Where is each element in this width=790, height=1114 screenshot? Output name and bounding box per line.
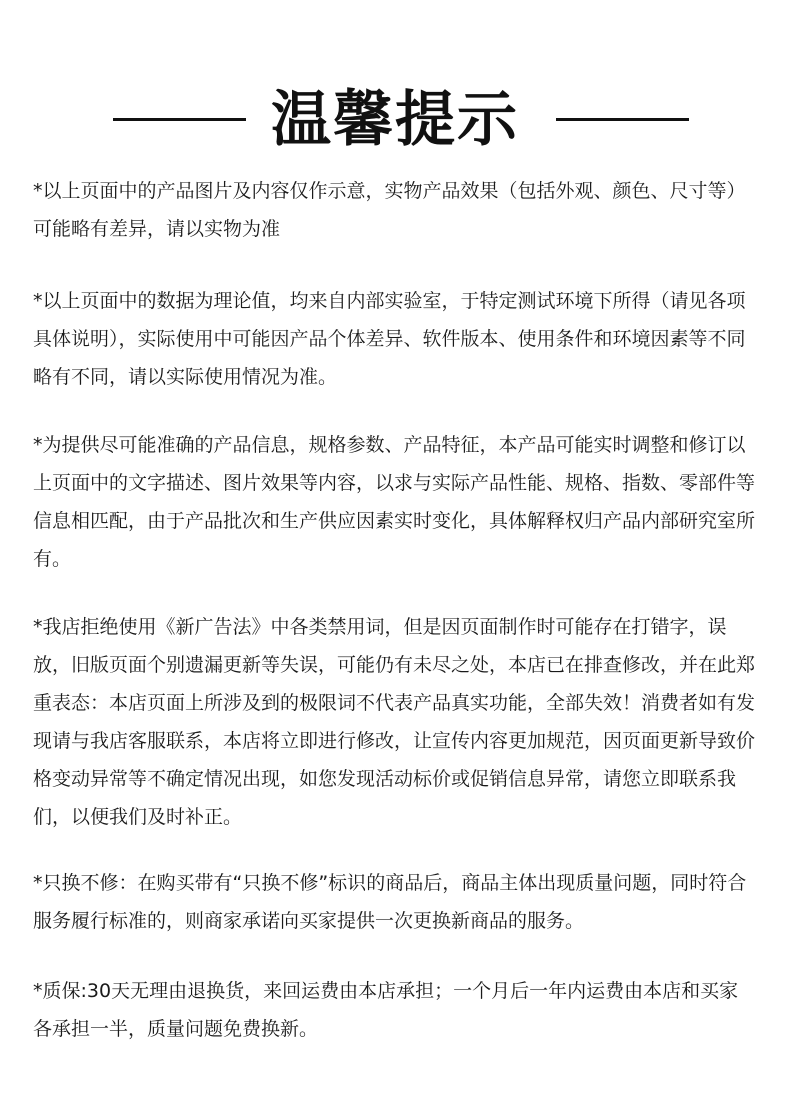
title-divider-right bbox=[556, 118, 689, 121]
page-title: 温馨提示 bbox=[271, 85, 519, 155]
notice-warranty: *质保:30天无理由退换货，来回运费由本店承担；一个月后一年内运费由本店和买家 各承担一半，质量问题免费换新。 bbox=[33, 980, 739, 1040]
header bbox=[0, 80, 790, 160]
notice-advertising-law: *我店拒绝使用《新广告法》中各类禁用词，但是因页面制作时可能存在打错字，误放，旧版页面个别遗漏更新等失误，可能仍有未尽之处，本店已在排查修改，并在此郑重表态：本店页面上所涉及到的极限词不代表产品真实功能，全部失效！消费者如有发现请与我店客服联系，本店将立即进行修改，让宣传内容更加规范，因页面更新导致价格变动异常等不确定情况出现，如您发现活动标价或促销信息异常，请您立即联系我们，以便我们及时补正。 bbox=[33, 616, 756, 828]
notice-content-updates: *为提供尽可能准确的产品信息，规格参数、产品特征，本产品可能实时调整和修订以上页面中的文字描述、图片效果等内容，以求与实际产品性能、规格、指数、零部件等信息相匹配，由于产品批次和生产供应因素实时变化，具体解释权归产品内部研究室所有。 bbox=[33, 434, 756, 570]
notice-replace-not-repair: *只换不修：在购买带有“只换不修”标识的商品后，商品主体出现质量问题，同时符合服务履行标准的，则商家承诺向买家提供一次更换新商品的服务。 bbox=[33, 872, 747, 932]
notice-product-images: *以上页面中的产品图片及内容仅作示意，实物产品效果（包括外观、颜色、尺寸等）可能略有差异，请以实物为准 bbox=[33, 180, 746, 240]
notice-theoretical-data: *以上页面中的数据为理论值，均来自内部实验室，于特定测试环境下所得（请见各项具体说明），实际使用中可能因产品个体差异、软件版本、使用条件和环境因素等不同略有不同，请以实际使用情况为准。 bbox=[33, 290, 746, 388]
